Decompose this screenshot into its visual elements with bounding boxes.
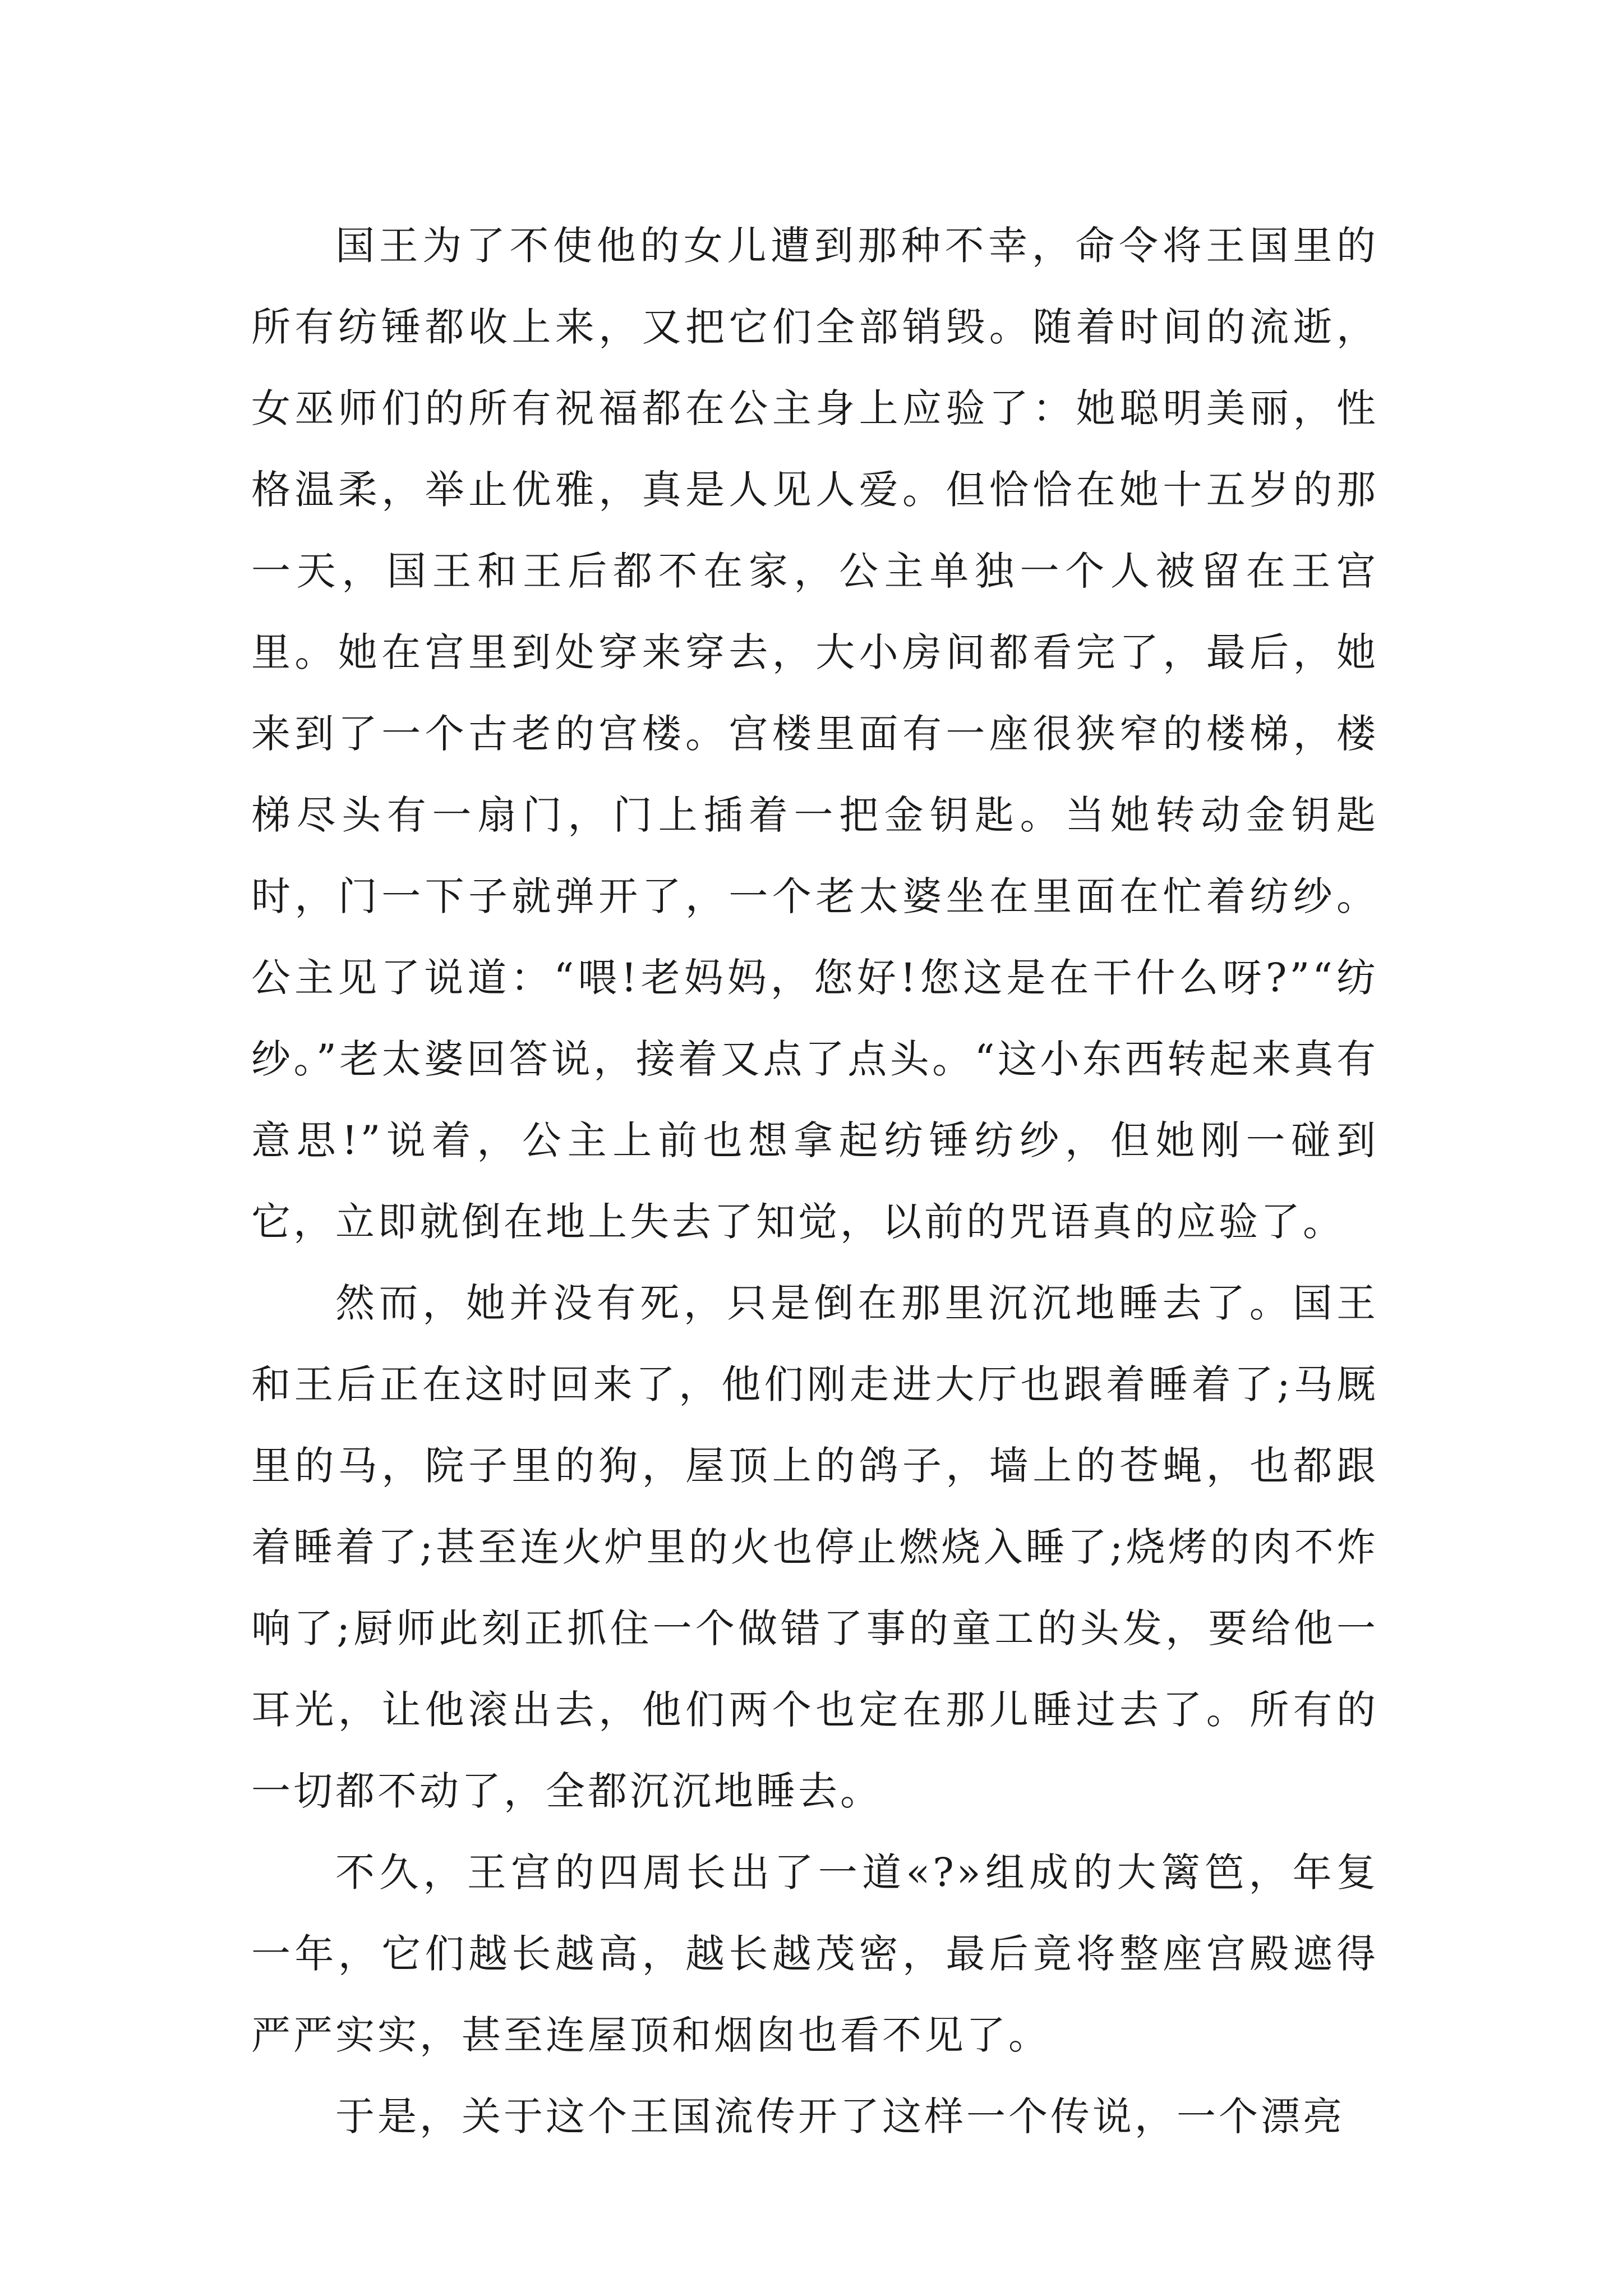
paragraph-4: 于是，关于这个王国流传开了这样一个传说，一个漂亮 <box>335 2093 1345 2139</box>
body-text <box>251 205 1378 2157</box>
paragraph-2: 然而，她并没有死，只是倒在那里沉沉地睡去了。国王和王后正在这时回来了，他们刚走进大厅也跟着睡着了;马厩里的马，院子里的狗，屋顶上的鸽子，墙上的苍蝇，也都跟着睡着了;甚至连火炉里的火也停止燃烧入睡了;烧烤的肉不炸响了;厨师此刻正抓住一个做错了事的童工的头发，要给他一耳光，让他滚出去，他们两个也定在那儿睡过去了。所有的一切都不动了，全都沉沉地睡去。 <box>251 1280 1378 1814</box>
paragraph-3: 不久，王宫的四周长出了一道«?»组成的大篱笆，年复一年，它们越长越高，越长越茂密，最后竟将整座宫殿遮得严严实实，甚至连屋顶和烟囱也看不见了。 <box>251 1849 1378 2058</box>
paragraph-1: 国王为了不使他的女儿遭到那种不幸，命令将王国里的所有纺锤都收上来，又把它们全部销毁。随着时间的流逝，女巫师们的所有祝福都在公主身上应验了：她聪明美丽，性格温柔，举止优雅，真是人见人爱。但恰恰在她十五岁的那一天，国王和王后都不在家，公主单独一个人被留在王宫里。她在宫里到处穿来穿去，大小房间都看完了，最后，她来到了一个古老的宫楼。宫楼里面有一座很狭窄的楼梯，楼梯尽头有一扇门，门上插着一把金钥匙。当她转动金钥匙时，门一下子就弹开了，一个老太婆坐在里面在忙着纺纱。公主见了说道：“喂!老妈妈，您好!您这是在干什么呀?”“纺纱。”老太婆回答说，接着又点了点头。“这小东西转起来真有意思!”说着，公主上前也想拿起纺锤纺纱，但她刚一碰到它，立即就倒在地上失去了知觉，以前的咒语真的应验了。 <box>251 223 1378 1245</box>
